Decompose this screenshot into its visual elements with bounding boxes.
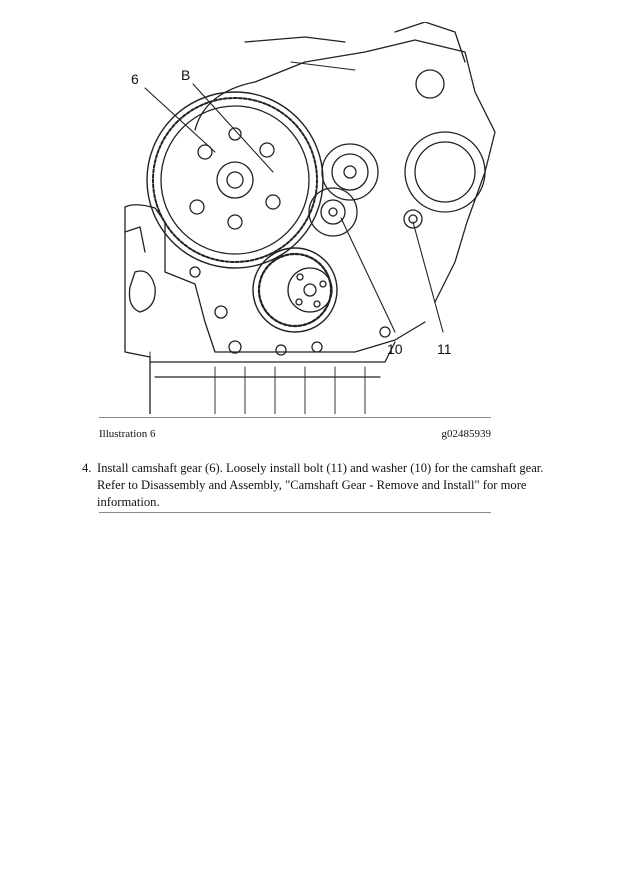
callout-b: B: [181, 67, 191, 83]
bolt-11: [404, 210, 422, 228]
caption-code: g02485939: [441, 428, 491, 440]
callout-6: 6: [131, 71, 139, 87]
instruction-step: [82, 460, 562, 511]
callout-11: 11: [437, 341, 452, 357]
engine-illustration: [95, 22, 515, 414]
caption-label: Illustration 6: [99, 428, 156, 440]
step-bottom-rule: [99, 512, 491, 513]
figure-caption: [99, 428, 491, 440]
callout-10: 10: [387, 341, 403, 357]
caption-top-rule: [99, 417, 491, 418]
step-number: 4.: [82, 461, 92, 475]
camshaft-gear-6: [147, 92, 323, 268]
front-cover-outline: [195, 40, 495, 302]
step-text: Install camshaft gear (6). Loosely install bolt (11) and washer (10) for the camshaft gear. Refer to Disassembly and Assembly, "Camshaft Gear - Remove and Install" for more information.: [97, 461, 544, 509]
idler-gear: [253, 248, 337, 332]
